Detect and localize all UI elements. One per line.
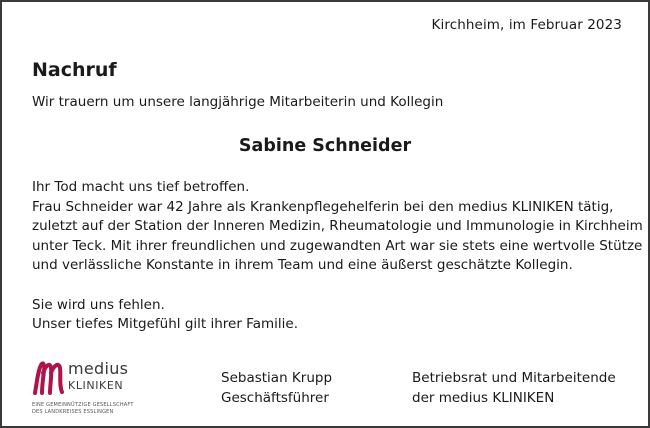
signature-managing-director [221, 368, 332, 408]
notice-intro: Wir trauern um unsere langjährige Mitarbeiterin und Kollegin [32, 94, 444, 110]
logo-sub-text: KLINIKEN [68, 379, 124, 392]
logo-tagline-line: DES LANDKREISES ESSLINGEN [32, 409, 114, 415]
notice-body [32, 178, 643, 335]
body-line: unter Teck. Mit ihrer freundlichen und zugewandten Art war sie stets eine wertvolle Stütze [32, 237, 643, 254]
logo-brand-text: medius [68, 359, 129, 378]
body-line: zuletzt auf der Station der Inneren Medizin, Rheumatologie und Immunologie in Kirchheim [32, 218, 643, 235]
logo-tagline-line: EINE GEMEINNÜTZIGE GESELLSCHAFT [32, 402, 134, 408]
closing-line: Unser tiefes Mitgefühl gilt ihrer Familie. [32, 316, 298, 333]
place-date: Kirchheim, im Februar 2023 [431, 17, 622, 33]
paragraph-gap [32, 276, 643, 296]
deceased-name: Sabine Schneider [238, 136, 412, 156]
signature-role: der medius KLINIKEN [412, 390, 555, 406]
signature-name: Sebastian Krupp [221, 370, 333, 386]
body-line: und verlässliche Konstante in ihrem Team und eine äußerst geschätzte Kollegin. [32, 257, 573, 274]
signature-works-council [412, 368, 616, 408]
closing-line: Sie wird uns fehlen. [32, 296, 165, 313]
signature-role: Geschäftsführer [221, 390, 329, 406]
notice-title: Nachruf [32, 59, 117, 81]
logo-tagline [32, 402, 134, 416]
medius-kliniken-logo [32, 359, 162, 419]
body-line: Ihr Tod macht uns tief betroffen. [32, 179, 250, 195]
signature-name: Betriebsrat und Mitarbeitende [412, 370, 616, 386]
body-line: Frau Schneider war 42 Jahre als Krankenpflegehelferin bei den medius KLINIKEN tätig, [32, 198, 614, 215]
medius-m-logo-icon [32, 359, 66, 397]
